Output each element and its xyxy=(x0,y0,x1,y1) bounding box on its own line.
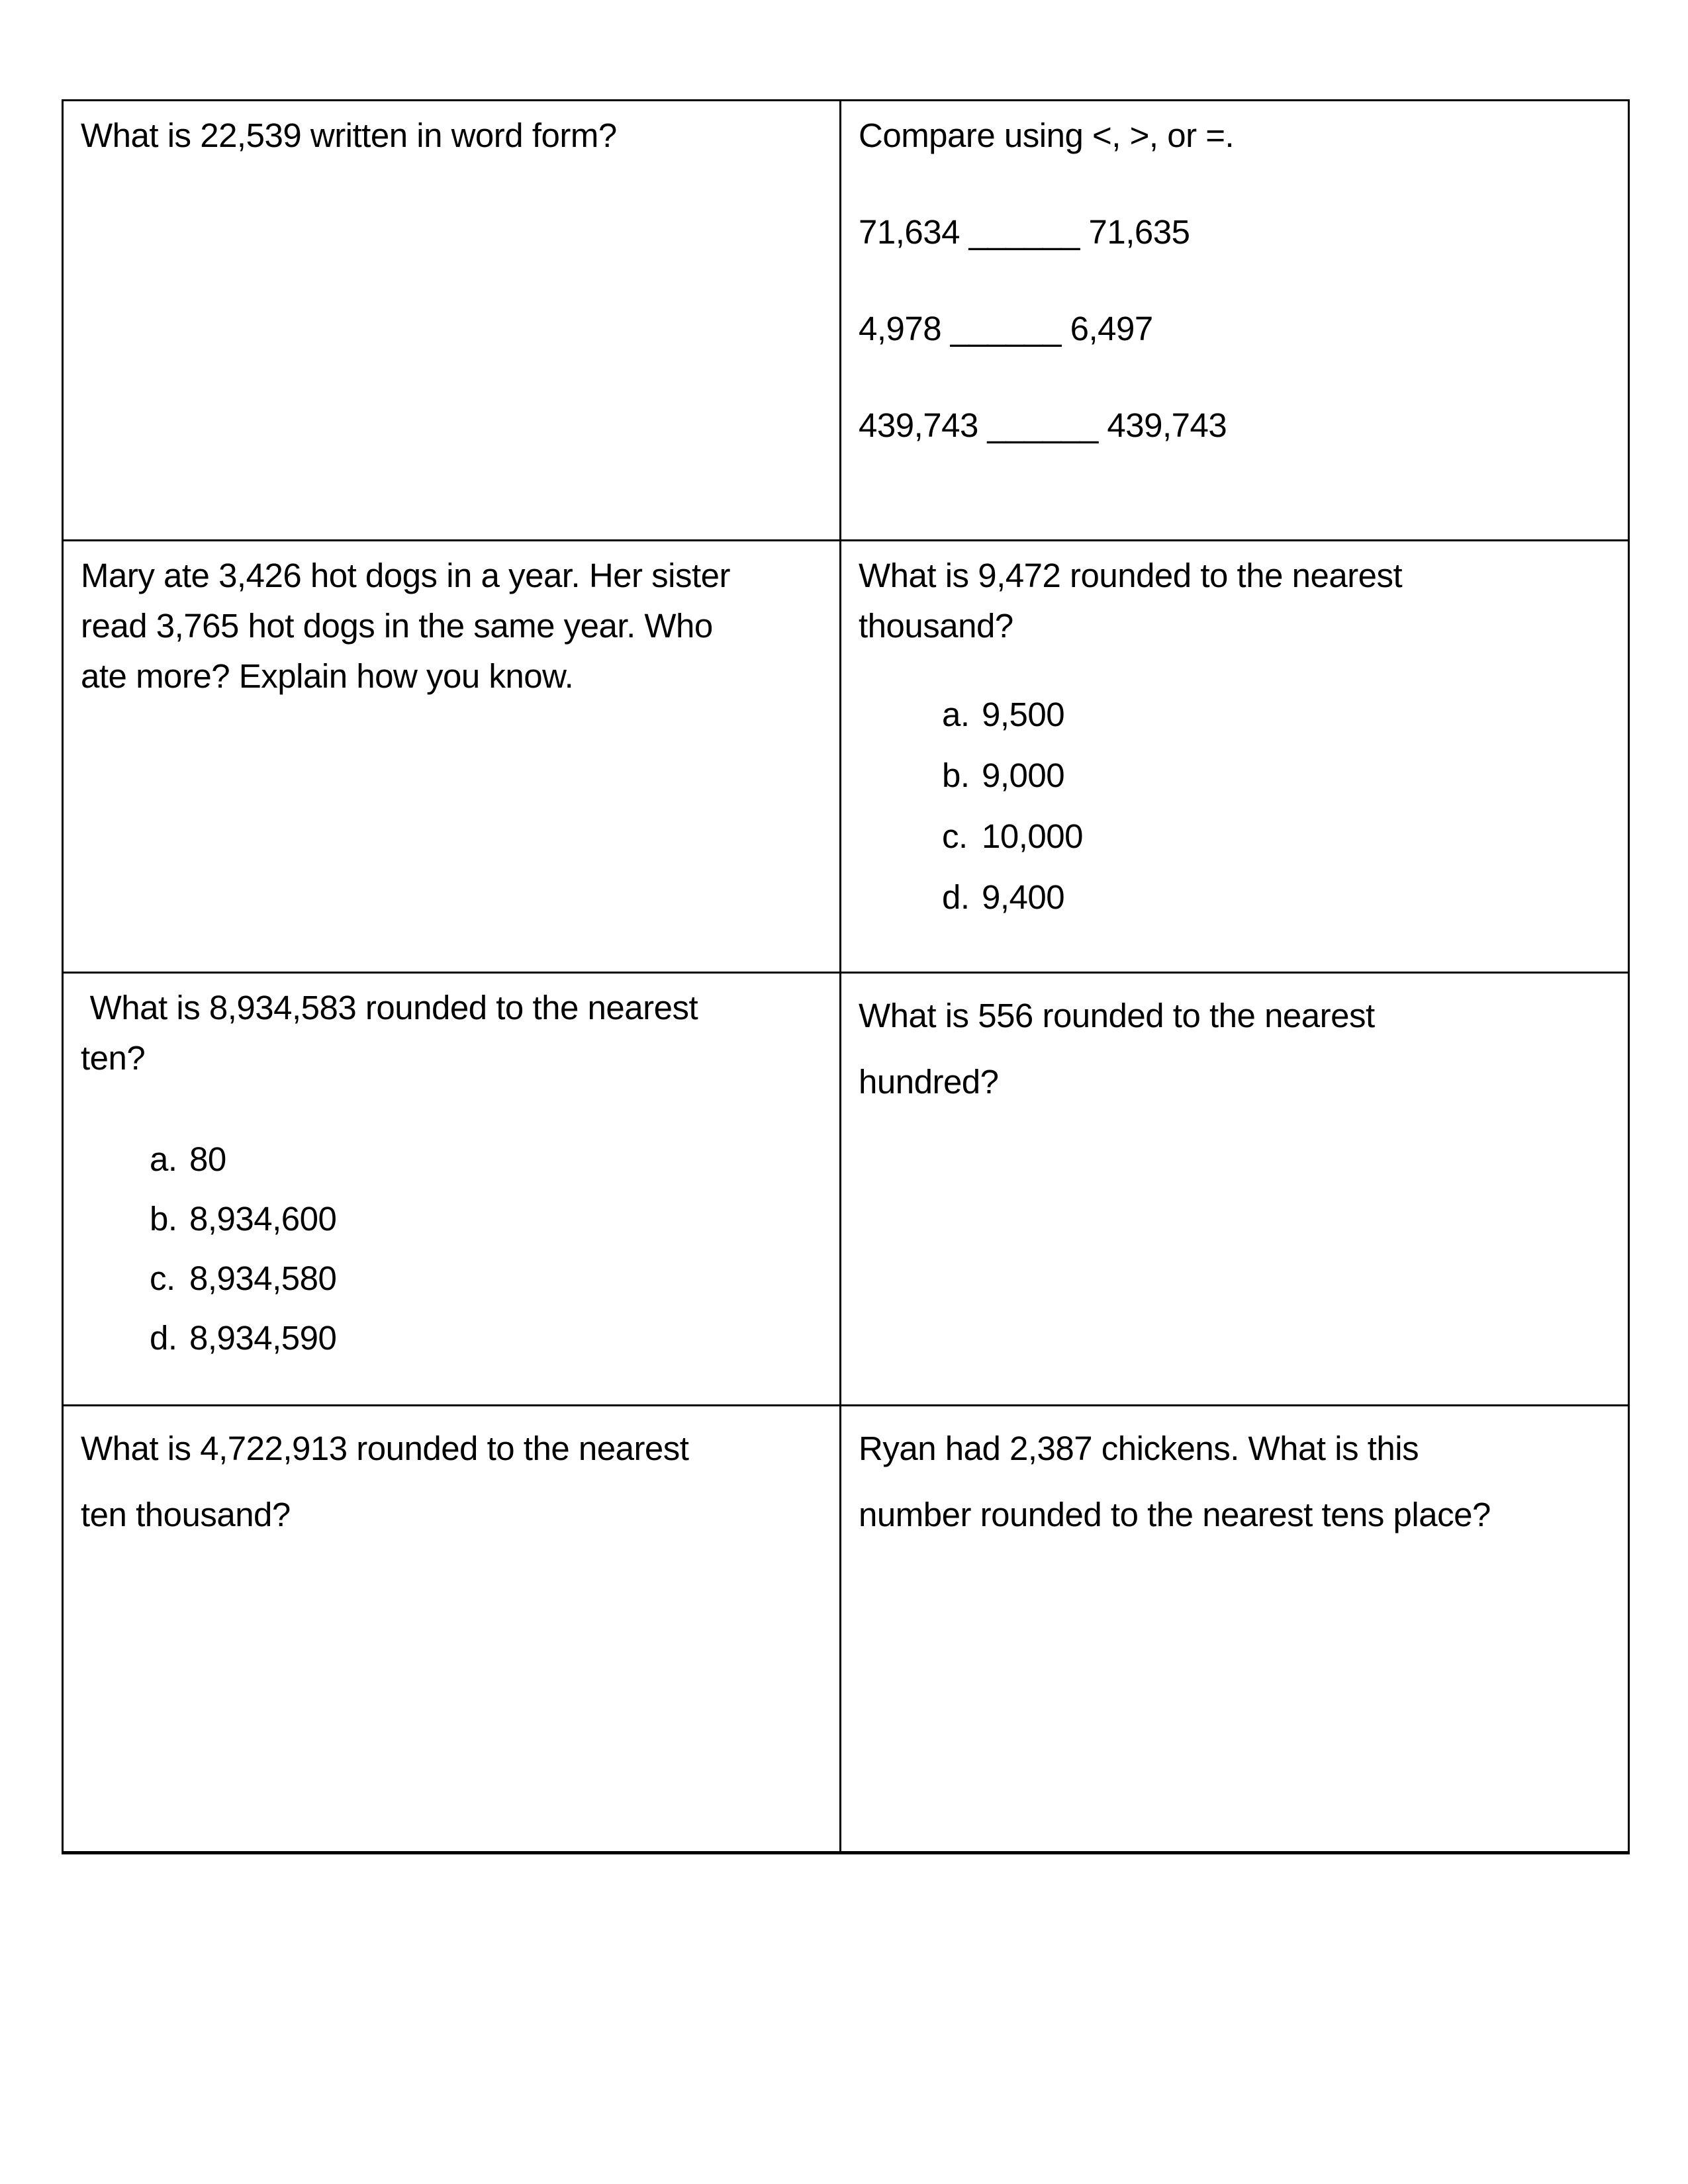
choice-list xyxy=(81,1130,822,1368)
table-row-2 xyxy=(63,541,1629,973)
choice-option-a xyxy=(942,684,1611,745)
question-line: ten thousand? xyxy=(81,1496,291,1533)
cell-q8-chickens xyxy=(841,1406,1629,1853)
question-line: Compare using <, >, or =. xyxy=(859,116,1235,154)
question-table xyxy=(62,99,1630,1854)
choice-option-d xyxy=(942,867,1611,928)
question-line: What is 4,722,913 rounded to the nearest xyxy=(81,1430,689,1467)
choice-marker: d. xyxy=(150,1319,177,1357)
comparison-line: 439,743 ______ 439,743 xyxy=(859,406,1227,444)
choice-value: 8,934,590 xyxy=(189,1319,337,1357)
comparison-line: 71,634 ______ 71,635 xyxy=(859,213,1190,251)
choice-option-b xyxy=(150,1189,822,1249)
cell-q4-round-thousand xyxy=(841,541,1629,973)
question-line: thousand? xyxy=(859,607,1013,645)
choice-marker: c. xyxy=(150,1259,175,1297)
table-row-4 xyxy=(63,1406,1629,1853)
choice-option-a xyxy=(150,1130,822,1189)
cell-q7-round-ten-thousand xyxy=(63,1406,841,1853)
choice-marker: b. xyxy=(150,1200,177,1238)
cell-q3-hot-dogs xyxy=(63,541,841,973)
question-line: Ryan had 2,387 chickens. What is this xyxy=(859,1430,1419,1467)
question-line: read 3,765 hot dogs in the same year. Who xyxy=(81,607,713,645)
question-line: Mary ate 3,426 hot dogs in a year. Her sister xyxy=(81,557,731,594)
choice-marker: d. xyxy=(942,878,970,916)
choice-value: 9,000 xyxy=(982,756,1065,794)
choice-marker: c. xyxy=(942,817,968,855)
choice-option-c xyxy=(150,1249,822,1308)
choice-list xyxy=(859,684,1611,928)
choice-value: 9,500 xyxy=(982,696,1065,733)
cell-q6-round-hundred xyxy=(841,973,1629,1406)
question-line: What is 9,472 rounded to the nearest xyxy=(859,557,1403,594)
choice-value: 10,000 xyxy=(982,817,1083,855)
choice-value: 80 xyxy=(189,1140,226,1178)
question-line: hundred? xyxy=(859,1063,999,1101)
question-line: ate more? Explain how you know. xyxy=(81,657,574,695)
choice-marker: b. xyxy=(942,756,970,794)
question-line: What is 556 rounded to the nearest xyxy=(859,997,1375,1034)
table-row-1 xyxy=(63,101,1629,541)
cell-q5-round-ten xyxy=(63,973,841,1406)
choice-value: 8,934,600 xyxy=(189,1200,337,1238)
cell-q2-compare xyxy=(841,101,1629,541)
choice-marker: a. xyxy=(150,1140,177,1178)
cell-q1-word-form xyxy=(63,101,841,541)
choice-option-d xyxy=(150,1308,822,1368)
question-line: number rounded to the nearest tens place? xyxy=(859,1496,1491,1533)
table-row-3 xyxy=(63,973,1629,1406)
choice-value: 8,934,580 xyxy=(189,1259,337,1297)
choice-option-c xyxy=(942,806,1611,867)
choice-marker: a. xyxy=(942,696,970,733)
question-line: What is 22,539 written in word form? xyxy=(81,116,617,154)
choice-value: 9,400 xyxy=(982,878,1065,916)
question-line: ten? xyxy=(81,1039,146,1077)
question-line: What is 8,934,583 rounded to the nearest xyxy=(81,989,698,1026)
comparison-line: 4,978 ______ 6,497 xyxy=(859,310,1153,347)
choice-option-b xyxy=(942,745,1611,806)
